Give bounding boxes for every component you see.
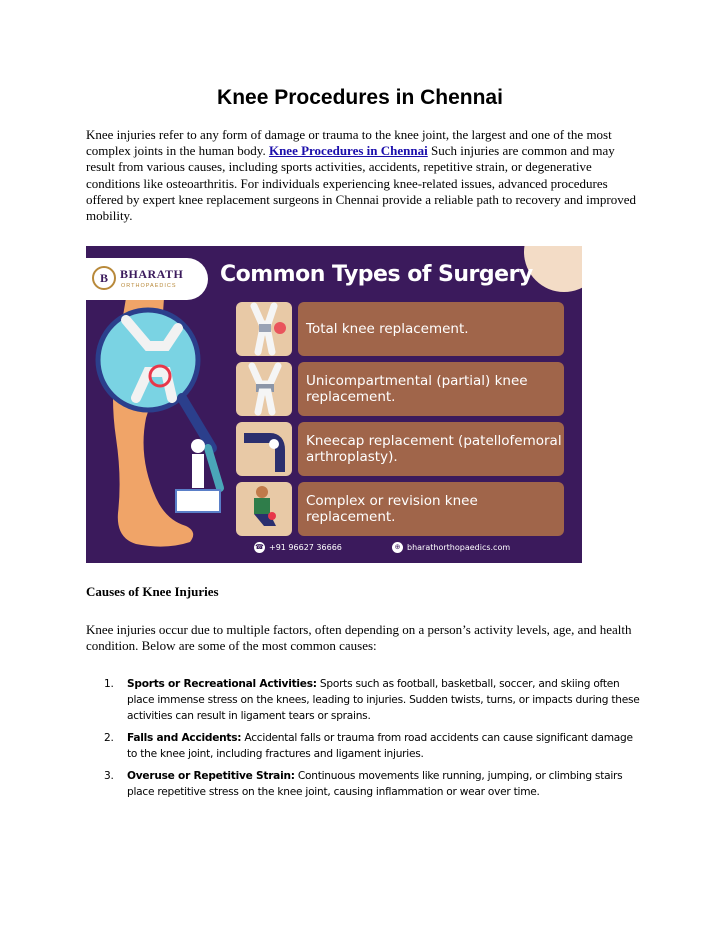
list-number: 3.	[104, 770, 114, 782]
list-number: 1.	[104, 678, 114, 690]
list-number: 2.	[104, 732, 114, 744]
phone-number: +91 96627 36666	[269, 543, 342, 552]
phone-icon: ☎	[255, 543, 264, 551]
causes-intro: Knee injuries occur due to multiple factors, often depending on a person’s activity levels, age, and health condition. Below are some of the most common causes:	[86, 622, 632, 654]
patient-knee-pain-icon	[236, 482, 292, 536]
intro-text-before: Knee injuries refer to any form of damage or trauma to the knee joint, the largest and one of the most complex joints in the human body.	[86, 127, 612, 159]
knee-procedures-link[interactable]: Knee Procedures in Chennai	[268, 143, 428, 159]
cause-text: Accidental falls or trauma from road accidents can cause significant damage to the knee joint, including fractures and ligament injuries.	[127, 732, 633, 760]
surgery-label: Complex or revision knee replacement.	[306, 493, 478, 525]
globe-icon: ⊕	[392, 542, 403, 553]
infographic-heading: Common Types of Surgery	[220, 262, 533, 287]
list-item	[86, 730, 646, 762]
surgery-infographic	[86, 246, 582, 563]
bent-knee-icon	[236, 422, 292, 476]
surgery-label-bar	[298, 302, 564, 356]
list-item	[86, 676, 646, 724]
cause-text: Sports such as football, basketball, soccer, and skiing often place immense stress on the knees, leading to injuries. Sudden twists, turns, or impacts during these activities can result in ligament tears or sprains.	[127, 678, 640, 722]
intro-text-after: Such injuries are common and may result from various causes, including sports activities, accidents, repetitive strain, or degenerative conditions like osteoarthritis. For individuals experiencing knee-related issues, advanced procedures offered by expert knee replacement surgeons in Chennai provide a reliable path to recovery and improved mobility.	[86, 143, 637, 224]
website-url: bharathorthopaedics.com	[407, 543, 511, 552]
page-title: Knee Procedures in Chennai	[217, 86, 503, 109]
surgery-label-bar	[298, 362, 564, 416]
phone-contact	[254, 542, 342, 553]
causes-list	[86, 676, 646, 800]
leg-illustration	[86, 298, 236, 563]
cause-title: Falls and Accidents:	[127, 732, 242, 744]
surgery-label: Kneecap replacement (patellofemoral arthroplasty).	[306, 433, 562, 465]
cause-text: Continuous movements like running, jumping, or climbing stairs place repetitive stress on the knee joint, causing inflammation or wear over time.	[127, 770, 623, 798]
logo-subtitle: ORTHOPAEDICS	[121, 283, 177, 289]
surgery-label-bar	[298, 422, 564, 476]
list-item	[86, 768, 646, 800]
intro-paragraph	[86, 127, 642, 224]
logo-emblem: B	[92, 266, 116, 290]
surgery-label: Total knee replacement.	[306, 321, 469, 337]
cause-title: Sports or Recreational Activities:	[127, 678, 317, 690]
logo-name: BHARATH	[120, 267, 184, 281]
causes-heading: Causes of Knee Injuries	[86, 584, 219, 599]
surgery-label: Unicompartmental (partial) knee replacement.	[306, 373, 528, 405]
bharath-logo	[86, 258, 208, 300]
knee-implant-icon	[236, 362, 292, 416]
website-contact	[392, 542, 510, 553]
cause-title: Overuse or Repetitive Strain:	[127, 770, 295, 782]
knee-joint-icon	[236, 302, 292, 356]
surgery-label-bar	[298, 482, 564, 536]
